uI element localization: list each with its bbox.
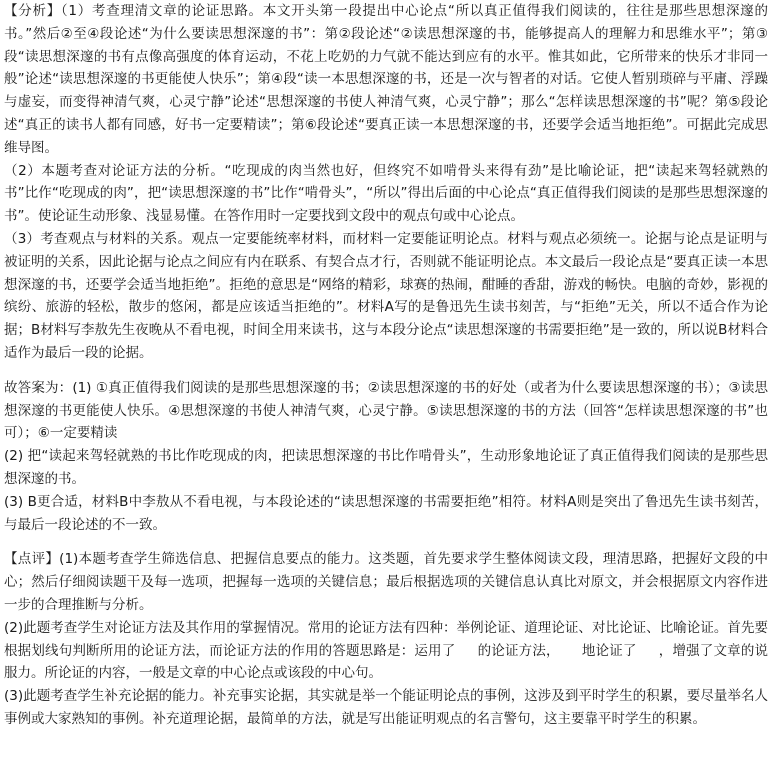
comment-p2-part-a: (2)此题考查学生对论证方法及其作用的掌握情况。常用的论证方法有四种：举例论证、道理论证、对比论证、比喻论证。首先要根据划线句判断所用的论证方法，而论证方法的作用的答题思路是：运用了 [4,619,768,659]
analysis-section [4,0,768,365]
answer-paragraph-1: 故答案为：(1) ①真正值得我们阅读的是那些思想深邃的书；②读思想深邃的书的好处（或者为什么要读思想深邃的书）；③读思想深邃的书更能使人快乐。④思想深邃的书使人神清气爽，心灵宁静。⑤读思想深邃的书的方法（回答“怎样读思想深邃的书”也可）；⑥一定要精读 [4,379,768,442]
comment-paragraph-3: (3)此题考查学生补充论据的能力。补充事实论据，其实就是举一个能证明论点的事例，这涉及到平时学生的积累，要尽量举名人事例或大家熟知的事例。补充道理论据，最简单的方法，就是写出能证明观点的名言警句，这主要靠平时学生的积累。 [4,688,768,727]
comment-p2-part-b: 的论证方法， [477,642,560,659]
comment-p2-part-c: 地论证了 [581,642,637,659]
comment-p2-part-d: ，增强了文章的说服力。所论证的内容，一般是文章的中心论点或该段的中心句。 [4,642,769,682]
comment-paragraph-1: 【点评】(1)本题考查学生筛选信息、把握信息要点的能力。这类题，首先要求学生整体阅读文段，理清思路，把握好文段的中心；然后仔细阅读题干及每一选项，把握每一选项的关键信息；最后根据选项的关键信息认真比对原文，并会根据原文内容作进一步的合理推断与分析。 [4,551,768,613]
comment-section [4,548,768,730]
analysis-paragraph-2: （2）本题考查对论证方法的分析。“吃现成的肉当然也好，但终究不如啃骨头来得有劲”是比喻论证，把“读起来驾轻就熟的书”比作“吃现成的肉”，把“读思想深邃的书”比作“啃骨头”，“所以”得出后面的中心论点“真正值得我们阅读的是那些思想深邃的书”。使论证生动形象、浅显易懂。在答作用时一定要找到文段中的观点句或中心论点。 [4,162,768,225]
spacer [4,536,768,548]
answer-section [4,377,768,537]
analysis-paragraph-1: 【分析】（1）考查理清文章的论证思路。本文开头第一段提出中心论点“所以真正值得我们阅读的，往往是那些思想深邃的书。”然后②至④段论述“为什么要读思想深邃的书”：第②段论述“②读思想深邃的书，能够提高人的理解力和思维水平”；第③段“读思想深邃的书有点像高强度的体育运动，不花上吃奶的力气就不能达到应有的水平。惟其如此，它所带来的快乐才非同一般”论述“读思想深邃的书更能使人快乐”；第④段“读一本思想深邃的书，还是一次与智者的对话。它使人暂别琐碎与平庸、浮躁与虚妄，而变得神清气爽，心灵宁静”论述“思想深邃的书使人神清气爽，心灵宁静”；那么“怎样读思想深邃的书”呢？第⑤段论述“真正的读书人都有同感，好书一定要精读”；第⑥段论述“要真正读一本思想深邃的书，还要学会适当地拒绝”。可据此完成思维导图。 [4,3,768,156]
answer-paragraph-3: (3) B更合适，材料B中李敖从不看电视，与本段论述的“读思想深邃的书需要拒绝”相符。材料A则是突出了鲁迅先生读书刻苦，与最后一段论述的不一致。 [4,493,768,533]
answer-paragraph-2: (2) 把“读起来驾轻就熟的书比作吃现成的肉，把读思想深邃的书比作啃骨头”，生动形象地论证了真正值得我们阅读的是那些思想深邃的书。 [4,448,768,487]
analysis-paragraph-3: （3）考查观点与材料的关系。观点一定要能统率材料，而材料一定要能证明论点。材料与观点必须统一。论据与论点是证明与被证明的关系，因此论据与论点之间应有内在联系、有契合点才行，否则就不能证明论点。本文最后一段论点是“要真正读一本思想深邃的书，还要学会适当地拒绝”。拒绝的意思是“网络的精彩，球赛的热闹，酣睡的香甜，游戏的畅快。电脑的奇妙，影视的缤纷、旅游的轻松，散步的悠闲，都是应该适当拒绝的”。材料A写的是鲁迅先生读书刻苦，与“拒绝”无关，所以不适合作为论据；B材料写李敖先生夜晚从不看电视，时间全用来读书，这与本段分论点“读思想深邃的书需要拒绝”是一致的，所以说B材料合适作为最后一段的论据。 [4,230,768,361]
spacer [4,365,768,377]
comment-paragraph-2 [4,617,768,685]
